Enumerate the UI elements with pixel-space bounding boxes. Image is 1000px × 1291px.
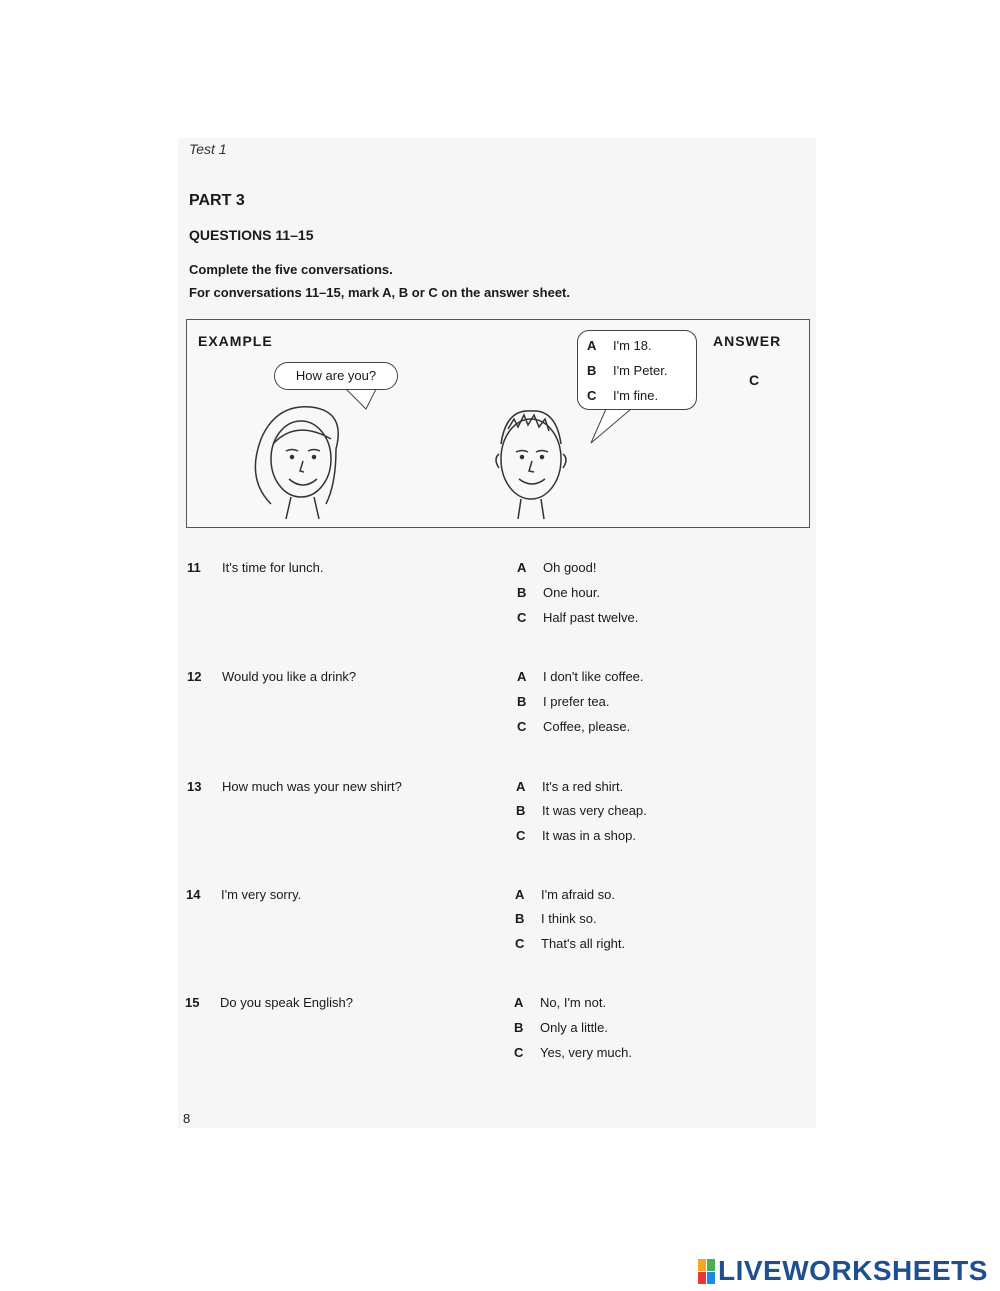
- question-bubble-tail: [346, 389, 376, 409]
- question-range: QUESTIONS 11–15: [189, 227, 314, 243]
- question-text: Would you like a drink?: [222, 669, 357, 684]
- question-speech-bubble: How are you?: [274, 362, 398, 390]
- answer-label: ANSWER: [713, 333, 782, 349]
- test-label: Test 1: [189, 141, 227, 157]
- question-number: 15: [185, 995, 200, 1010]
- part-title: PART 3: [189, 192, 245, 209]
- woman-face-icon: [255, 407, 338, 519]
- question-text: How much was your new shirt?: [222, 779, 402, 794]
- answer-value: C: [749, 372, 760, 388]
- man-face-icon: [496, 411, 566, 519]
- example-illustration: [186, 319, 810, 528]
- question-text: It's time for lunch.: [222, 560, 324, 575]
- question-text: Do you speak English?: [220, 995, 353, 1010]
- instruction-line-2: For conversations 11–15, mark A, B or C on the answer sheet.: [189, 285, 570, 300]
- example-label: EXAMPLE: [198, 333, 273, 349]
- brand-name: LIVEWORKSHEETS: [718, 1255, 988, 1286]
- question-number: 14: [186, 887, 201, 902]
- page-number: 8: [183, 1111, 191, 1126]
- answer-bubble-tail: [591, 409, 631, 443]
- question-text: I'm very sorry.: [221, 887, 302, 902]
- liveworksheets-icon: [698, 1259, 715, 1284]
- liveworksheets-logo[interactable]: [698, 1255, 988, 1287]
- instruction-line-1: Complete the five conversations.: [189, 262, 393, 277]
- question-number: 13: [187, 779, 202, 794]
- question-number: 12: [187, 669, 202, 684]
- answer-speech-bubble: A I'm 18. B I'm Peter. C I'm fine.: [577, 330, 697, 410]
- question-number: 11: [187, 560, 201, 575]
